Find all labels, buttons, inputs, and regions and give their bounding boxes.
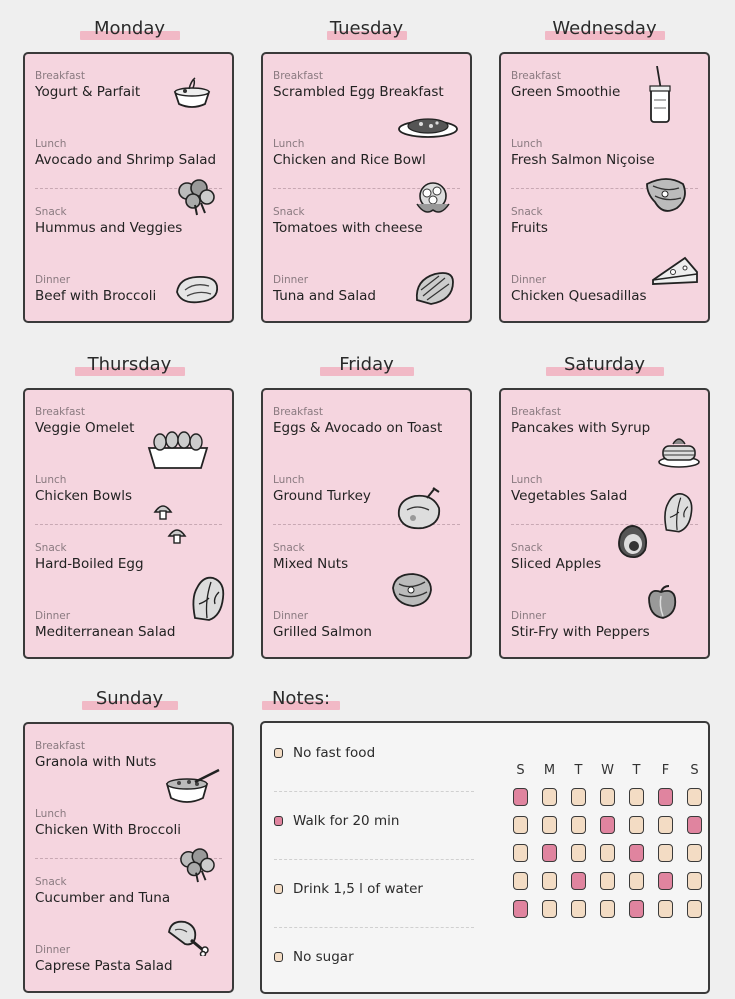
tracker-cell[interactable] <box>513 788 528 806</box>
meal-snack <box>273 542 458 573</box>
tracker-cell[interactable] <box>571 816 586 834</box>
meal-name: Veggie Omelet <box>35 420 135 436</box>
tracker-row <box>506 844 709 862</box>
meal-category: Breakfast <box>35 740 85 752</box>
day-title-thursday: Thursday <box>24 352 235 378</box>
cheese-slice-icon <box>651 254 699 286</box>
meal-name: Stir-Fry with Peppers <box>511 624 650 640</box>
meal-category: Breakfast <box>35 406 85 418</box>
meal-breakfast <box>273 406 458 437</box>
meal-category: Breakfast <box>273 70 323 82</box>
tracker-cell[interactable] <box>600 788 615 806</box>
meal-category: Breakfast <box>35 70 85 82</box>
tracker-day-label: T <box>632 763 641 778</box>
note-checkbox[interactable] <box>274 884 283 894</box>
meal-category: Lunch <box>35 808 67 820</box>
tracker-cell[interactable] <box>629 816 644 834</box>
tracker-cell[interactable] <box>629 844 644 862</box>
note-checkbox[interactable] <box>274 816 283 826</box>
tracker-cell[interactable] <box>542 788 557 806</box>
note-text: Drink 1,5 l of water <box>293 881 423 897</box>
salmon-steak-icon <box>389 570 435 610</box>
meal-name: Ground Turkey <box>273 488 371 504</box>
tracker-cell[interactable] <box>687 816 702 834</box>
meal-name: Chicken With Broccoli <box>35 822 181 838</box>
meal-snack <box>35 542 220 573</box>
meal-name: Cucumber and Tuna <box>35 890 171 906</box>
meal-category: Snack <box>511 542 543 554</box>
meal-name: Vegetables Salad <box>511 488 628 504</box>
meal-category: Snack <box>35 542 67 554</box>
tracker-cell[interactable] <box>542 844 557 862</box>
meal-category: Lunch <box>511 474 543 486</box>
meal-lunch <box>511 138 696 169</box>
salmon-steak-icon <box>643 174 691 216</box>
meal-name: Yogurt & Parfait <box>35 84 141 100</box>
meal-name: Granola with Nuts <box>35 754 157 770</box>
salmon-fish-icon <box>411 270 457 308</box>
meal-snack <box>511 542 696 573</box>
tracker-row <box>506 900 709 918</box>
tracker-cell[interactable] <box>542 816 557 834</box>
lettuce-icon <box>189 574 227 622</box>
meal-name: Fruits <box>511 220 548 236</box>
meal-category: Dinner <box>273 274 309 286</box>
meal-lunch <box>273 138 458 169</box>
day-card-sunday <box>23 722 234 993</box>
meal-name: Fresh Salmon Niçoise <box>511 152 655 168</box>
mushroom-icon <box>151 500 193 546</box>
meal-name: Hummus and Veggies <box>35 220 183 236</box>
plate-icon <box>397 114 459 140</box>
meal-category: Lunch <box>35 138 67 150</box>
day-title-monday: Monday <box>24 16 235 42</box>
tracker-day-label: S <box>690 763 699 778</box>
day-title-tuesday: Tuesday <box>261 16 472 42</box>
meal-name: Tuna and Salad <box>273 288 376 304</box>
tracker-cell[interactable] <box>658 872 673 890</box>
broccoli-icon <box>177 848 217 884</box>
bell-pepper-icon <box>645 584 679 620</box>
meal-name: Mediterranean Salad <box>35 624 176 640</box>
note-item[interactable] <box>274 949 354 965</box>
tracker-cell[interactable] <box>658 900 673 918</box>
meal-name: Grilled Salmon <box>273 624 372 640</box>
tracker-cell[interactable] <box>658 844 673 862</box>
smoothie-jar-icon <box>647 66 673 126</box>
tracker-day-label: T <box>574 763 583 778</box>
tracker-cell[interactable] <box>571 844 586 862</box>
day-card-tuesday <box>261 52 472 323</box>
meal-name: Beef with Broccoli <box>35 288 157 304</box>
beef-steak-icon <box>173 272 221 306</box>
tracker-cell[interactable] <box>600 900 615 918</box>
cereal-bowl-icon <box>165 768 221 808</box>
tracker-day-label: M <box>543 763 556 778</box>
meal-category: Lunch <box>273 138 305 150</box>
meal-category: Breakfast <box>511 406 561 418</box>
meal-breakfast <box>273 70 458 101</box>
chicken-leg-icon <box>165 918 211 956</box>
tracker-cell[interactable] <box>571 788 586 806</box>
meal-category: Breakfast <box>273 406 323 418</box>
meal-name: Caprese Pasta Salad <box>35 958 173 974</box>
meal-name: Chicken Quesadillas <box>511 288 647 304</box>
meal-name: Pancakes with Syrup <box>511 420 651 436</box>
tracker-row <box>506 788 709 806</box>
meal-name: Tomatoes with cheese <box>273 220 423 236</box>
meal-breakfast <box>35 740 220 771</box>
tracker-cell[interactable] <box>687 788 702 806</box>
tracker-cell[interactable] <box>658 788 673 806</box>
meal-category: Snack <box>273 542 305 554</box>
meal-dinner <box>273 610 458 641</box>
meal-name: Eggs & Avocado on Toast <box>273 420 443 436</box>
note-text: Walk for 20 min <box>293 813 400 829</box>
tracker-day-label: W <box>601 763 614 778</box>
meal-category: Snack <box>35 206 67 218</box>
day-card-friday <box>261 388 472 659</box>
cauliflower-icon <box>411 180 455 218</box>
yogurt-bowl-icon <box>171 76 213 112</box>
tracker-day-label: F <box>661 763 670 778</box>
meal-category: Lunch <box>35 474 67 486</box>
meal-category: Dinner <box>511 274 547 286</box>
tracker-cell[interactable] <box>513 900 528 918</box>
day-title-wednesday: Wednesday <box>499 16 710 42</box>
tracker-day-label: S <box>516 763 525 778</box>
meal-name: Mixed Nuts <box>273 556 349 572</box>
meal-category: Snack <box>511 206 543 218</box>
tracker-cell[interactable] <box>600 872 615 890</box>
tracker-cell[interactable] <box>600 816 615 834</box>
tracker-row <box>506 816 709 834</box>
tracker-cell[interactable] <box>629 788 644 806</box>
tracker-cell[interactable] <box>513 872 528 890</box>
notes-panel <box>260 721 710 994</box>
tracker-cell[interactable] <box>513 844 528 862</box>
meal-category: Breakfast <box>511 70 561 82</box>
tracker-cell[interactable] <box>600 844 615 862</box>
roast-chicken-icon <box>393 486 445 532</box>
note-item[interactable] <box>274 745 375 761</box>
meal-name: Hard-Boiled Egg <box>35 556 144 572</box>
meal-name: Chicken and Rice Bowl <box>273 152 426 168</box>
day-card-monday <box>23 52 234 323</box>
tracker-cell[interactable] <box>687 872 702 890</box>
tracker-cell[interactable] <box>687 900 702 918</box>
meal-category: Dinner <box>35 610 71 622</box>
meal-category: Lunch <box>273 474 305 486</box>
broccoli-icon <box>175 179 217 217</box>
egg-carton-icon <box>147 428 209 470</box>
tracker-cell[interactable] <box>629 900 644 918</box>
note-item[interactable] <box>274 813 399 829</box>
meal-category: Dinner <box>35 274 71 286</box>
note-checkbox[interactable] <box>274 748 283 758</box>
meal-lunch <box>35 808 220 839</box>
meal-category: Dinner <box>273 610 309 622</box>
meal-category: Snack <box>35 876 67 888</box>
meal-category: Dinner <box>511 610 547 622</box>
tracker-cell[interactable] <box>687 844 702 862</box>
day-title-friday: Friday <box>261 352 472 378</box>
tracker-cell[interactable] <box>571 900 586 918</box>
pancakes-icon <box>657 432 701 468</box>
note-checkbox[interactable] <box>274 952 283 962</box>
tracker-header <box>506 763 709 778</box>
day-title-sunday: Sunday <box>24 686 235 712</box>
meal-name: Chicken Bowls <box>35 488 132 504</box>
day-card-wednesday <box>499 52 710 323</box>
avocado-icon <box>615 522 649 560</box>
tracker-cell[interactable] <box>542 872 557 890</box>
tracker-cell[interactable] <box>658 816 673 834</box>
day-title-saturday: Saturday <box>499 352 710 378</box>
tracker-cell[interactable] <box>571 872 586 890</box>
tracker-cell[interactable] <box>542 900 557 918</box>
meal-name: Scrambled Egg Breakfast <box>273 84 444 100</box>
meal-name: Sliced Apples <box>511 556 602 572</box>
tracker-row <box>506 872 709 890</box>
note-text: No sugar <box>293 949 354 965</box>
day-card-thursday <box>23 388 234 659</box>
habit-tracker <box>506 763 709 918</box>
meal-name: Green Smoothie <box>511 84 621 100</box>
meal-category: Lunch <box>511 138 543 150</box>
notes-title: Notes: <box>262 686 340 712</box>
note-item[interactable] <box>274 881 423 897</box>
tracker-cell[interactable] <box>513 816 528 834</box>
note-text: No fast food <box>293 745 376 761</box>
day-card-saturday <box>499 388 710 659</box>
meal-category: Dinner <box>35 944 71 956</box>
tracker-cell[interactable] <box>629 872 644 890</box>
meal-name: Avocado and Shrimp Salad <box>35 152 217 168</box>
meal-category: Snack <box>273 206 305 218</box>
meal-lunch <box>35 138 220 169</box>
lettuce-icon <box>661 490 695 534</box>
